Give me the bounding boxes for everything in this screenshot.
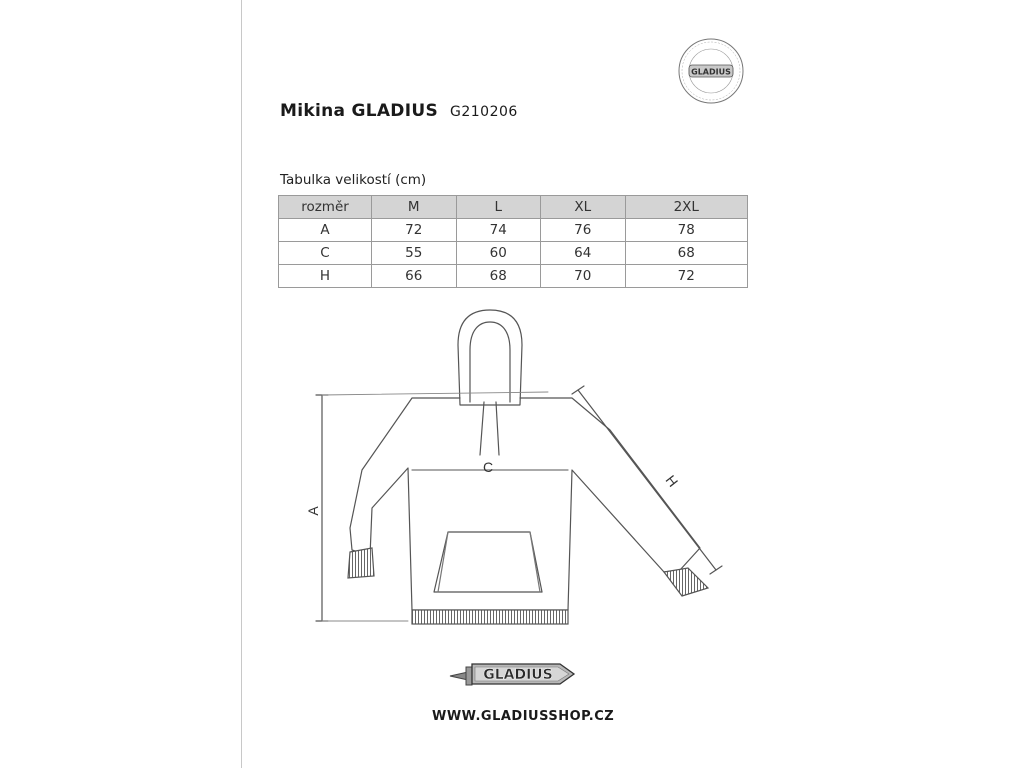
table-cell: 66 xyxy=(372,265,457,288)
header-cell: M xyxy=(372,196,457,219)
hood-inner xyxy=(470,322,510,402)
header-cell: rozměr xyxy=(279,196,372,219)
table-cell: 72 xyxy=(625,265,748,288)
row-label: A xyxy=(279,219,372,242)
label-h: H xyxy=(662,472,682,490)
product-code: G210206 xyxy=(450,104,518,120)
table-cell: 68 xyxy=(456,265,541,288)
drawstring-left xyxy=(480,402,484,455)
row-label: H xyxy=(279,265,372,288)
hoodie-diagram xyxy=(300,305,740,635)
kangaroo-pocket xyxy=(434,532,542,592)
header-cell: XL xyxy=(541,196,626,219)
table-cell: 68 xyxy=(625,242,748,265)
size-table xyxy=(278,195,748,288)
hoodie-body xyxy=(350,398,700,610)
table-header-row xyxy=(279,196,748,219)
row-label: C xyxy=(279,242,372,265)
label-c: C xyxy=(482,459,494,475)
table-cell: 74 xyxy=(456,219,541,242)
page-margin-line xyxy=(241,0,242,768)
header-cell: L xyxy=(456,196,541,219)
measure-line-h xyxy=(578,390,716,570)
website-url: WWW.GLADIUSSHOP.CZ xyxy=(432,709,615,724)
table-row xyxy=(279,242,748,265)
drawstring-right xyxy=(496,402,499,455)
stamp-seal xyxy=(673,36,749,106)
label-a: A xyxy=(305,506,321,516)
seal-text: GLADIUS xyxy=(691,67,731,77)
table-row xyxy=(279,265,748,288)
table-cell: 60 xyxy=(456,242,541,265)
table-cell: 64 xyxy=(541,242,626,265)
table-cell: 76 xyxy=(541,219,626,242)
gladius-logo xyxy=(448,652,576,694)
table-cell: 78 xyxy=(625,219,748,242)
right-cuff-rib xyxy=(664,568,708,596)
hem-rib xyxy=(412,610,568,624)
left-cuff-rib xyxy=(348,548,374,578)
table-cell: 70 xyxy=(541,265,626,288)
page-title xyxy=(280,101,518,121)
table-caption: Tabulka velikostí (cm) xyxy=(280,172,427,188)
logo-text: GLADIUS xyxy=(483,667,553,683)
table-cell: 72 xyxy=(372,219,457,242)
table-row xyxy=(279,219,748,242)
table-cell: 55 xyxy=(372,242,457,265)
header-cell: 2XL xyxy=(625,196,748,219)
hood xyxy=(458,310,522,405)
product-name: Mikina GLADIUS xyxy=(280,101,438,121)
